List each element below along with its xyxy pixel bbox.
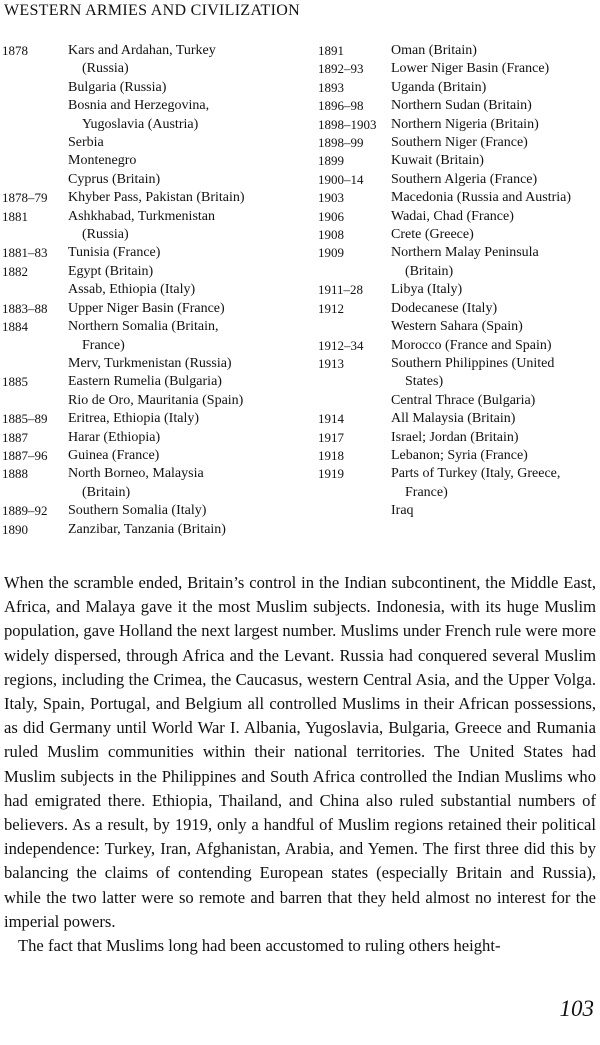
place-line: Bosnia and Herzegovina, bbox=[68, 98, 210, 114]
year-cell bbox=[2, 97, 68, 134]
place-cell bbox=[391, 42, 600, 60]
year-cell: 1883–88 bbox=[2, 300, 48, 316]
year-cell bbox=[2, 392, 68, 410]
place-cell bbox=[68, 318, 314, 355]
table-row bbox=[318, 226, 600, 244]
table-row bbox=[2, 447, 314, 465]
table-row bbox=[318, 465, 600, 502]
place-cell bbox=[391, 152, 600, 170]
table-row bbox=[2, 42, 314, 79]
table-row bbox=[318, 318, 600, 336]
place-line: Bulgaria (Russia) bbox=[68, 79, 167, 95]
year-cell bbox=[318, 392, 391, 410]
place-cell bbox=[68, 521, 314, 539]
place-line: (Russia) bbox=[82, 227, 129, 243]
table-row bbox=[2, 410, 314, 428]
table-row bbox=[318, 410, 600, 428]
year-cell: 1911–28 bbox=[318, 282, 364, 298]
year-cell: 1885 bbox=[2, 374, 28, 390]
place-line: Southern Somalia (Italy) bbox=[68, 503, 207, 519]
year-cell: 1918 bbox=[318, 447, 344, 463]
year-cell: 1903 bbox=[318, 190, 344, 206]
place-line: Harar (Ethiopia) bbox=[68, 429, 161, 445]
place-line: Macedonia (Russia and Austria) bbox=[391, 190, 572, 206]
table-row bbox=[2, 263, 314, 281]
place-line: (Britain) bbox=[405, 263, 454, 279]
year-cell: 1885–89 bbox=[2, 411, 48, 427]
paragraph: The fact that Muslims long had been accustomed to ruling others height- bbox=[18, 936, 501, 956]
place-line: Ashkhabad, Turkmenistan bbox=[68, 208, 215, 224]
table-row bbox=[2, 134, 314, 152]
year-cell: 1919 bbox=[318, 466, 344, 482]
place-line: Khyber Pass, Pakistan (Britain) bbox=[68, 190, 245, 206]
table-row bbox=[2, 355, 314, 373]
place-line: (Britain) bbox=[82, 484, 131, 500]
year-cell: 1889–92 bbox=[2, 503, 48, 519]
year-cell: 1912 bbox=[318, 300, 344, 316]
place-line: Crete (Greece) bbox=[391, 227, 474, 243]
place-cell bbox=[391, 134, 600, 152]
year-cell bbox=[2, 171, 68, 189]
place-cell bbox=[391, 355, 600, 392]
place-cell bbox=[68, 429, 314, 447]
year-cell: 1884 bbox=[2, 319, 28, 335]
body-text bbox=[4, 571, 596, 958]
year-cell: 1899 bbox=[318, 153, 344, 169]
table-row bbox=[318, 189, 600, 207]
place-line: Iraq bbox=[391, 503, 414, 519]
place-cell bbox=[391, 189, 600, 207]
table-row bbox=[2, 300, 314, 318]
table-row bbox=[318, 502, 600, 520]
table-row bbox=[318, 60, 600, 78]
place-line: Eastern Rumelia (Bulgaria) bbox=[68, 374, 222, 390]
place-cell bbox=[68, 300, 314, 318]
running-header: WESTERN ARMIES AND CIVILIZATION bbox=[4, 2, 300, 19]
place-line: Assab, Ethiopia (Italy) bbox=[68, 282, 196, 298]
table-row bbox=[318, 244, 600, 281]
table-row bbox=[318, 97, 600, 115]
place-cell bbox=[68, 208, 314, 245]
place-line: Parts of Turkey (Italy, Greece, bbox=[391, 466, 561, 482]
place-line: Egypt (Britain) bbox=[68, 263, 154, 279]
table-row bbox=[2, 152, 314, 170]
year-cell: 1881–83 bbox=[2, 245, 48, 261]
place-cell bbox=[391, 429, 600, 447]
year-cell bbox=[2, 355, 68, 373]
place-line: Morocco (France and Spain) bbox=[391, 337, 552, 353]
table-row bbox=[318, 392, 600, 410]
table-row bbox=[318, 355, 600, 392]
place-line: Guinea (France) bbox=[68, 447, 160, 463]
place-line: Kuwait (Britain) bbox=[391, 153, 484, 169]
place-cell bbox=[391, 447, 600, 465]
place-line: Southern Algeria (France) bbox=[391, 171, 538, 187]
place-line: Kars and Ardahan, Turkey bbox=[68, 43, 216, 58]
year-cell: 1888 bbox=[2, 466, 28, 482]
year-cell bbox=[2, 134, 68, 152]
place-line: Eritrea, Ethiopia (Italy) bbox=[68, 411, 199, 427]
table-row bbox=[318, 171, 600, 189]
place-cell bbox=[391, 208, 600, 226]
left-column bbox=[2, 42, 314, 539]
place-line: France) bbox=[82, 337, 125, 353]
place-cell bbox=[391, 116, 600, 134]
place-line: Northern Somalia (Britain, bbox=[68, 319, 219, 335]
table-row bbox=[2, 281, 314, 299]
year-cell bbox=[2, 79, 68, 97]
place-line: Northern Nigeria (Britain) bbox=[391, 116, 539, 132]
year-cell: 1913 bbox=[318, 355, 344, 371]
place-cell bbox=[68, 355, 314, 373]
place-line: North Borneo, Malaysia bbox=[68, 466, 204, 482]
place-cell bbox=[391, 226, 600, 244]
place-line: Wadai, Chad (France) bbox=[391, 208, 514, 224]
place-cell bbox=[391, 300, 600, 318]
year-cell: 1893 bbox=[318, 79, 344, 95]
place-line: Oman (Britain) bbox=[391, 43, 477, 58]
page-number: 103 bbox=[559, 996, 594, 1021]
place-line: Libya (Italy) bbox=[391, 282, 463, 298]
year-cell: 1878–79 bbox=[2, 190, 48, 206]
place-line: Northern Sudan (Britain) bbox=[391, 98, 532, 114]
table-row bbox=[2, 208, 314, 245]
place-cell bbox=[391, 281, 600, 299]
place-cell bbox=[391, 337, 600, 355]
table-row bbox=[318, 337, 600, 355]
table-row bbox=[2, 79, 314, 97]
place-cell bbox=[68, 42, 314, 79]
place-cell bbox=[391, 502, 600, 520]
place-cell bbox=[391, 392, 600, 410]
place-line: States) bbox=[405, 374, 444, 390]
place-cell bbox=[68, 502, 314, 520]
place-cell bbox=[391, 60, 600, 78]
table-row bbox=[2, 97, 314, 134]
place-cell bbox=[391, 97, 600, 115]
year-cell: 1912–34 bbox=[318, 337, 364, 353]
table-row bbox=[2, 189, 314, 207]
place-line: Northern Malay Peninsula bbox=[391, 245, 539, 261]
place-line: Lebanon; Syria (France) bbox=[391, 447, 528, 463]
year-cell: 1890 bbox=[2, 521, 28, 537]
table-row bbox=[2, 392, 314, 410]
table-row bbox=[318, 208, 600, 226]
place-cell bbox=[68, 465, 314, 502]
year-cell bbox=[2, 281, 68, 299]
year-cell: 1898–1903 bbox=[318, 116, 377, 132]
year-cell: 1891 bbox=[318, 43, 344, 58]
place-line: Upper Niger Basin (France) bbox=[68, 300, 225, 316]
table-row bbox=[2, 465, 314, 502]
table-row bbox=[318, 152, 600, 170]
year-cell: 1878 bbox=[2, 43, 28, 58]
place-cell bbox=[391, 465, 600, 502]
year-cell: 1900–14 bbox=[318, 171, 364, 187]
year-cell: 1906 bbox=[318, 208, 344, 224]
place-cell bbox=[68, 392, 314, 410]
place-line: Cyprus (Britain) bbox=[68, 171, 161, 187]
table-row bbox=[318, 79, 600, 97]
place-line: Uganda (Britain) bbox=[391, 79, 487, 95]
place-cell bbox=[68, 244, 314, 262]
table-row bbox=[2, 502, 314, 520]
right-column bbox=[318, 42, 600, 521]
place-cell bbox=[391, 171, 600, 189]
place-line: Rio de Oro, Mauritania (Spain) bbox=[68, 392, 244, 408]
year-cell bbox=[318, 318, 391, 336]
place-cell bbox=[68, 410, 314, 428]
table-row bbox=[318, 300, 600, 318]
year-cell: 1908 bbox=[318, 227, 344, 243]
place-cell bbox=[68, 171, 314, 189]
year-cell: 1887–96 bbox=[2, 447, 48, 463]
place-line: Southern Philippines (United bbox=[391, 355, 555, 371]
place-cell bbox=[391, 79, 600, 97]
year-cell: 1909 bbox=[318, 245, 344, 261]
place-line: Tunisia (France) bbox=[68, 245, 161, 261]
table-row bbox=[2, 171, 314, 189]
table-row bbox=[318, 281, 600, 299]
place-line: Montenegro bbox=[68, 153, 137, 169]
table-row bbox=[318, 447, 600, 465]
place-line: Merv, Turkmenistan (Russia) bbox=[68, 355, 232, 371]
year-cell bbox=[2, 152, 68, 170]
place-line: Central Thrace (Bulgaria) bbox=[391, 392, 536, 408]
place-line: (Russia) bbox=[82, 61, 129, 77]
year-cell bbox=[318, 502, 391, 520]
place-line: Lower Niger Basin (France) bbox=[391, 61, 550, 77]
table-row bbox=[2, 318, 314, 355]
table-row bbox=[318, 429, 600, 447]
place-cell bbox=[68, 447, 314, 465]
place-cell bbox=[391, 244, 600, 281]
place-cell bbox=[391, 410, 600, 428]
place-cell bbox=[68, 263, 314, 281]
year-cell: 1898–99 bbox=[318, 135, 364, 151]
place-cell bbox=[391, 318, 600, 336]
year-cell: 1882 bbox=[2, 263, 28, 279]
table-row bbox=[2, 429, 314, 447]
place-line: Israel; Jordan (Britain) bbox=[391, 429, 519, 445]
place-line: All Malaysia (Britain) bbox=[391, 411, 516, 427]
year-cell: 1887 bbox=[2, 429, 28, 445]
year-cell: 1892–93 bbox=[318, 61, 364, 77]
place-line: Southern Niger (France) bbox=[391, 135, 528, 151]
place-cell bbox=[68, 152, 314, 170]
place-line: Dodecanese (Italy) bbox=[391, 300, 498, 316]
place-line: Western Sahara (Spain) bbox=[391, 319, 523, 335]
table-row bbox=[318, 42, 600, 60]
place-cell bbox=[68, 189, 314, 207]
year-cell: 1881 bbox=[2, 208, 28, 224]
year-cell: 1917 bbox=[318, 429, 344, 445]
table-row bbox=[2, 521, 314, 539]
place-cell bbox=[68, 79, 314, 97]
year-cell: 1896–98 bbox=[318, 98, 364, 114]
place-cell bbox=[68, 134, 314, 152]
place-cell bbox=[68, 373, 314, 391]
table-row bbox=[318, 134, 600, 152]
place-line: Serbia bbox=[68, 135, 104, 151]
year-cell: 1914 bbox=[318, 411, 344, 427]
place-cell bbox=[68, 97, 314, 134]
place-line: France) bbox=[405, 484, 448, 500]
place-line: Yugoslavia (Austria) bbox=[82, 116, 199, 132]
table-row bbox=[318, 116, 600, 134]
place-cell bbox=[68, 281, 314, 299]
table-row bbox=[2, 373, 314, 391]
table-row bbox=[2, 244, 314, 262]
paragraph: When the scramble ended, Britain’s control in the Indian subcontinent, the Middle East, Africa, and Malaya gave it the most Muslim subjects. Indonesia, with its huge Muslim population, gave Holland the next largest number. Muslims under French rule were more widely dispersed, through Africa and the Levant. Russia had conquered several Muslim regions, including the Crimea, the Caucasus, western Central Asia, and the Upper Volga. Italy, Spain, Portugal, and Belgium all controlled Muslims in their African possessions, as did Germany until World War I. Albania, Yugoslavia, Bulgaria, Greece and Rumania ruled Muslim communities within their national territories. The United States had Muslim subjects in the Philippines and South Africa controlled the Indian Muslims who had emigrated there. Ethiopia, Thailand, and China also ruled substantial numbers of believers. As a result, by 1919, only a handful of Muslim regions retained their political independence: Turkey, Iran, Afghanistan, Arabia, and Yemen. The first three did this by balancing the claims of contending European states (especially Britain and Russia), while the two latter were so remote and barren that they held almost no interest for the imperial powers. bbox=[4, 573, 596, 931]
place-line: Zanzibar, Tanzania (Britain) bbox=[68, 521, 226, 537]
